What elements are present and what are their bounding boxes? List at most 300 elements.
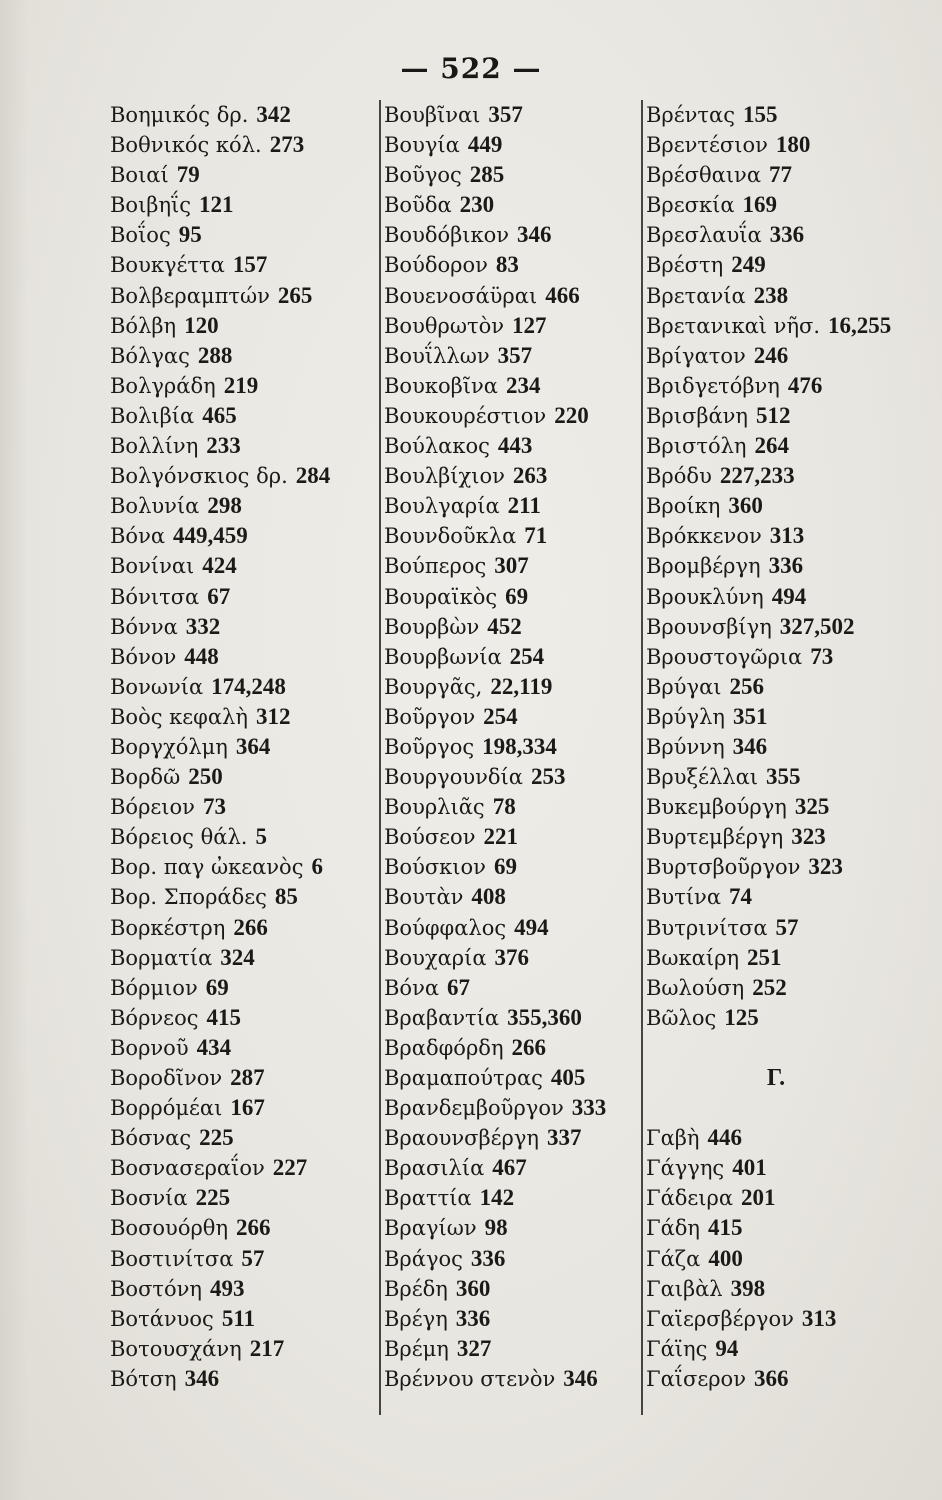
entry-name: Βρουκλύνη (646, 584, 764, 609)
index-entry (646, 822, 906, 852)
entry-name: Βοῦργος (384, 734, 475, 759)
entry-name: Βρίγατον (646, 343, 746, 368)
index-entry (646, 311, 906, 341)
entry-name: Βροίκη (646, 494, 721, 519)
entry-page-number: 449,459 (173, 523, 248, 549)
index-entry (646, 250, 906, 280)
index-entry (384, 1334, 640, 1364)
index-column-2 (384, 100, 640, 1394)
entry-name: Βοτουσχάνη (110, 1336, 242, 1361)
entry-page-number: 6 (311, 854, 323, 880)
index-entry (384, 1093, 640, 1123)
entry-page-number: 217 (249, 1335, 285, 1361)
entry-name: Βουενοσάϋραι (384, 283, 538, 308)
entry-page-number: 211 (507, 493, 541, 519)
entry-page-number: 120 (184, 312, 219, 338)
entry-name: Βρουστογῶρια (646, 644, 803, 669)
entry-name: Βολγράδη (110, 373, 216, 398)
entry-page-number: 167 (230, 1095, 265, 1121)
entry-page-number: 233 (206, 433, 241, 459)
index-entry (110, 1304, 378, 1334)
entry-name: Βουργᾶς, (384, 674, 483, 699)
index-entry (384, 882, 640, 912)
index-entry (110, 642, 378, 672)
index-entry (646, 491, 906, 521)
index-column-3 (646, 100, 906, 1394)
entry-name: Βραουνσβέργη (384, 1126, 539, 1151)
index-column-1 (110, 100, 378, 1394)
entry-page-number: 266 (236, 1215, 271, 1241)
entry-page-number: 415 (707, 1215, 743, 1241)
index-entry (646, 642, 906, 672)
entry-page-number: 83 (495, 252, 519, 278)
index-entry (110, 311, 378, 341)
index-entry (384, 160, 640, 190)
index-entry (646, 521, 906, 551)
entry-name: Βρύγαι (646, 674, 722, 699)
entry-name: Βοσνία (110, 1186, 188, 1211)
entry-page-number: 512 (756, 402, 791, 428)
index-entry (110, 702, 378, 732)
index-entry (646, 702, 906, 732)
entry-page-number: 225 (199, 1125, 234, 1151)
index-entry (384, 1364, 640, 1394)
entry-page-number: 155 (742, 102, 778, 127)
entry-name: Βόρνεος (110, 1005, 199, 1030)
index-entry (384, 250, 640, 280)
index-entry (384, 582, 640, 612)
entry-name: Βούπερος (384, 554, 487, 579)
index-entry (646, 1304, 906, 1334)
entry-name: Βορνοῦ (110, 1035, 189, 1060)
index-entry (646, 762, 906, 792)
column-divider-1 (379, 100, 381, 1415)
index-entry (646, 130, 906, 160)
entry-page-number: 227 (272, 1155, 308, 1181)
index-entry (646, 371, 906, 401)
entry-name: Βούσεον (384, 825, 476, 850)
page-number: — 522 — (400, 52, 542, 85)
entry-page-number: 400 (708, 1245, 743, 1271)
entry-page-number: 284 (295, 463, 331, 489)
entry-page-number: 219 (223, 372, 259, 398)
entry-name: Βόρειος θάλ. (110, 825, 248, 850)
entry-name: Βολιβία (110, 403, 195, 428)
entry-name: Γαΐσερον (646, 1366, 746, 1391)
entry-page-number: 307 (494, 553, 529, 579)
entry-page-number: 337 (546, 1125, 582, 1151)
entry-page-number: 288 (197, 342, 233, 368)
entry-page-number: 98 (484, 1215, 508, 1241)
entry-page-number: 298 (207, 493, 242, 519)
entry-name: Βορρόμέαι (110, 1096, 223, 1121)
entry-name: Βραμαπούτρας (384, 1066, 543, 1090)
entry-name: Βρεσκία (646, 193, 735, 218)
entry-name: Βούσκιον (384, 855, 486, 880)
index-entry (384, 1274, 640, 1304)
index-entry (646, 943, 906, 973)
entry-name: Βρέντας (646, 103, 735, 127)
entry-name: Βρεσλαυΐα (646, 223, 762, 248)
index-entry (384, 130, 640, 160)
entry-name: Βρέγη (384, 1306, 448, 1331)
entry-name: Βουκουρέστιον (384, 403, 547, 428)
entry-name: Βραγίων (384, 1216, 477, 1241)
index-entry (110, 672, 378, 702)
page-gutter-shadow (0, 0, 28, 1500)
index-entry (384, 491, 640, 521)
index-entry (384, 762, 640, 792)
entry-name: Βούλακος (384, 434, 490, 459)
index-entry (646, 732, 906, 762)
entry-page-number: 5 (255, 824, 267, 850)
entry-name: Βουλγαρία (384, 494, 500, 519)
index-entry (384, 311, 640, 341)
entry-page-number: 336 (768, 553, 804, 579)
entry-name: Βυρτεμβέργη (646, 825, 784, 850)
entry-name: Βολγόνσκιος δρ. (110, 464, 288, 489)
index-entry (110, 1153, 378, 1183)
entry-name: Βουνδοῦκλα (384, 524, 517, 549)
entry-name: Βόνον (110, 644, 177, 669)
index-entry (110, 521, 378, 551)
entry-page-number: 71 (524, 523, 548, 549)
entry-name: Βουραϊκὸς (384, 584, 498, 609)
entry-page-number: 254 (509, 643, 545, 669)
entry-name: Βρόδυ (646, 464, 712, 489)
index-entry (110, 341, 378, 371)
entry-name: Βοὸς κεφαλὴ (110, 704, 248, 729)
entry-name: Βουρλιᾶς (384, 795, 485, 820)
entry-name: Γάϊης (646, 1336, 708, 1361)
entry-name: Βορκέστρη (110, 915, 226, 940)
entry-page-number: 57 (241, 1245, 265, 1271)
entry-page-number: 323 (791, 824, 826, 850)
entry-name: Βολλίνη (110, 434, 199, 459)
index-entry (646, 551, 906, 581)
entry-name: Βρέσθαινα (646, 163, 761, 188)
entry-page-number: 312 (255, 703, 291, 729)
entry-page-number: 446 (707, 1125, 742, 1151)
index-entry (110, 612, 378, 642)
entry-page-number: 401 (732, 1155, 767, 1181)
entry-page-number: 142 (479, 1185, 515, 1211)
entry-name: Βολβεραμπτών (110, 283, 270, 308)
entry-name: Βυκεμβούργη (646, 795, 787, 820)
index-entry (646, 852, 906, 882)
index-entry (646, 882, 906, 912)
entry-name: Βουτὰν (384, 885, 464, 910)
entry-name: Βοργχόλμη (110, 734, 228, 759)
entry-page-number: 494 (771, 583, 807, 609)
entry-page-number: 285 (469, 162, 505, 188)
entry-name: Βορ. παγ ὠκεανὸς (110, 855, 304, 880)
entry-page-number: 336 (455, 1305, 491, 1331)
entry-name: Βρετανία (646, 283, 746, 308)
entry-page-number: 511 (221, 1305, 256, 1331)
index-entry (646, 973, 906, 1003)
index-entry (646, 341, 906, 371)
entry-page-number: 180 (775, 132, 811, 158)
entry-page-number: 346 (517, 222, 552, 248)
index-entry (384, 973, 640, 1003)
entry-name: Γάζα (646, 1246, 701, 1271)
index-entry (384, 220, 640, 250)
index-entry (646, 461, 906, 491)
entry-page-number: 332 (185, 613, 221, 639)
entry-page-number: 449 (467, 132, 503, 158)
entry-name: Βραβαντία (384, 1005, 500, 1030)
index-entry (384, 732, 640, 762)
index-entry (384, 190, 640, 220)
entry-name: Βορματία (110, 945, 213, 970)
entry-name: Βρισβάνη (646, 403, 749, 428)
entry-page-number: 466 (545, 282, 580, 308)
entry-name: Βόλγας (110, 343, 190, 368)
entry-page-number: 254 (483, 703, 518, 729)
entry-name: Βουΐλλων (384, 343, 490, 368)
entry-page-number: 287 (230, 1065, 265, 1090)
entry-name: Βωκαίρη (646, 945, 740, 970)
entry-name: Βοσουόρθη (110, 1216, 229, 1241)
entry-page-number: 467 (492, 1155, 527, 1181)
entry-page-number: 434 (196, 1034, 232, 1060)
entry-page-number: 325 (794, 794, 830, 820)
entry-name: Βραττία (384, 1186, 472, 1211)
index-entry (384, 341, 640, 371)
index-entry (110, 491, 378, 521)
index-entry (110, 792, 378, 822)
index-entry (384, 1183, 640, 1213)
entry-page-number: 452 (487, 613, 522, 639)
index-entry (110, 822, 378, 852)
entry-page-number: 366 (753, 1365, 789, 1391)
index-entry (110, 100, 378, 130)
entry-name: Βολυνία (110, 494, 200, 519)
entry-page-number: 121 (199, 192, 234, 218)
entry-name: Βοιβηΐς (110, 193, 192, 218)
entry-name: Γαϊερσβέργον (646, 1306, 794, 1331)
index-entry (110, 190, 378, 220)
entry-name: Βόνα (110, 524, 166, 549)
entry-name: Βοῦγος (384, 163, 462, 188)
entry-page-number: 465 (202, 402, 237, 428)
index-entry (646, 1153, 906, 1183)
index-entry (110, 1364, 378, 1394)
entry-name: Βυρτσβοῦργον (646, 855, 801, 880)
entry-page-number: 125 (724, 1004, 759, 1030)
entry-name: Βουθρωτὸν (384, 313, 504, 338)
entry-page-number: 221 (483, 824, 518, 850)
entry-name: Βράγος (384, 1246, 463, 1271)
entry-name: Βραδφόρδη (384, 1035, 504, 1060)
index-entry (384, 431, 640, 461)
entry-name: Βόλβη (110, 313, 177, 338)
index-entry (384, 943, 640, 973)
entry-page-number: 67 (447, 974, 471, 1000)
entry-name: Βουρβὼν (384, 614, 480, 639)
entry-name: Βόρειον (110, 795, 195, 820)
entry-page-number: 252 (752, 974, 787, 1000)
entry-name: Βορ. Σποράδες (110, 885, 267, 910)
index-entry (384, 1033, 640, 1063)
index-entry (110, 762, 378, 792)
entry-name: Βότση (110, 1366, 177, 1391)
index-entry (646, 160, 906, 190)
entry-page-number: 169 (742, 192, 778, 218)
entry-page-number: 57 (775, 914, 799, 940)
index-entry (646, 190, 906, 220)
index-entry (384, 792, 640, 822)
section-spacer (646, 1033, 906, 1063)
entry-name: Βουκγέττα (110, 253, 225, 278)
entry-page-number: 346 (732, 733, 768, 759)
index-entry (646, 1244, 906, 1274)
entry-page-number: 95 (178, 222, 202, 248)
entry-page-number: 443 (497, 433, 533, 459)
index-entry (384, 1213, 640, 1243)
index-entry (384, 612, 640, 642)
entry-name: Γαβὴ (646, 1126, 700, 1151)
entry-name: Βρέννου στενὸν (384, 1366, 556, 1391)
entry-name: Βριστόλη (646, 434, 747, 459)
entry-name: Βρετανικαὶ νῆσ. (646, 313, 821, 338)
entry-page-number: 265 (277, 282, 313, 308)
entry-page-number: 355 (766, 764, 801, 790)
entry-page-number: 94 (715, 1335, 739, 1361)
index-entry (384, 1153, 640, 1183)
entry-page-number: 85 (274, 884, 298, 910)
entry-name: Βῶλος (646, 1005, 717, 1030)
entry-name: Βρασιλία (384, 1156, 485, 1181)
entry-page-number: 357 (488, 102, 523, 127)
entry-name: Βορδῶ (110, 765, 181, 790)
index-entry (646, 281, 906, 311)
index-entry (646, 672, 906, 702)
index-entry (646, 792, 906, 822)
index-entry (384, 702, 640, 732)
entry-name: Βρυξέλλαι (646, 765, 759, 790)
index-entry (110, 943, 378, 973)
index-entry (110, 551, 378, 581)
entry-page-number: 346 (563, 1365, 598, 1391)
entry-name: Βοΐος (110, 223, 171, 248)
entry-page-number: 493 (210, 1275, 245, 1301)
entry-name: Βουγία (384, 133, 460, 158)
index-entry (110, 461, 378, 491)
index-entry (110, 852, 378, 882)
entry-page-number: 364 (235, 733, 271, 759)
entry-page-number: 336 (769, 222, 805, 248)
index-entry (384, 672, 640, 702)
index-entry (110, 1274, 378, 1304)
index-entry (110, 130, 378, 160)
entry-name: Βυτίνα (646, 885, 721, 910)
entry-page-number: 127 (511, 312, 547, 338)
entry-page-number: 351 (733, 703, 768, 729)
entry-name: Βόρμιον (110, 975, 198, 1000)
entry-page-number: 256 (729, 673, 765, 699)
index-entry (384, 913, 640, 943)
index-entry (384, 521, 640, 551)
entry-name: Βρύννη (646, 734, 725, 759)
entry-page-number: 476 (787, 372, 823, 398)
entry-page-number: 494 (514, 914, 549, 940)
index-entry (384, 1003, 640, 1033)
column-divider-2 (641, 100, 643, 1415)
entry-name: Βοιαί (110, 163, 169, 188)
index-entry (646, 1334, 906, 1364)
entry-name: Βουβῖναι (384, 103, 481, 127)
entry-name: Βούφφαλος (384, 915, 507, 940)
index-entry (110, 250, 378, 280)
index-entry (384, 1244, 640, 1274)
index-entry (110, 1244, 378, 1274)
index-entry (646, 100, 906, 130)
index-entry (110, 401, 378, 431)
section-heading: Γ. (766, 1065, 786, 1091)
entry-name: Βούδορον (384, 253, 488, 278)
entry-name: Βριδγετόβνη (646, 373, 780, 398)
entry-page-number: 376 (494, 944, 530, 970)
entry-name: Βρουνσβίγη (646, 614, 772, 639)
entry-page-number: 323 (808, 854, 843, 880)
entry-page-number: 333 (571, 1095, 607, 1121)
index-entry (646, 913, 906, 943)
entry-page-number: 415 (206, 1004, 241, 1030)
entry-page-number: 360 (728, 493, 763, 519)
entry-page-number: 405 (550, 1065, 586, 1090)
entry-name: Βουρβωνία (384, 644, 502, 669)
index-entry (384, 551, 640, 581)
index-entry (110, 1123, 378, 1153)
entry-page-number: 74 (729, 884, 752, 910)
entry-page-number: 249 (731, 252, 766, 278)
entry-name: Βοῦργον (384, 704, 476, 729)
entry-page-number: 73 (810, 643, 834, 669)
entry-page-number: 225 (195, 1185, 231, 1211)
entry-page-number: 360 (455, 1275, 491, 1301)
entry-page-number: 253 (530, 764, 566, 790)
entry-page-number: 79 (176, 162, 200, 188)
entry-name: Βωλούση (646, 975, 745, 1000)
index-entry (646, 582, 906, 612)
entry-name: Γάγγης (646, 1156, 725, 1181)
index-entry (646, 1274, 906, 1304)
entry-page-number: 246 (753, 342, 789, 368)
index-entry (110, 913, 378, 943)
index-entry (110, 281, 378, 311)
index-entry (110, 431, 378, 461)
entry-page-number: 201 (741, 1185, 776, 1211)
entry-name: Βονίναι (110, 554, 195, 579)
entry-name: Βουκοβῖνα (384, 373, 498, 398)
index-entry (646, 401, 906, 431)
index-entry (384, 642, 640, 672)
entry-name: Βοσνασεραΐον (110, 1156, 265, 1181)
entry-page-number: 336 (470, 1245, 506, 1271)
entry-page-number: 251 (747, 944, 782, 970)
entry-name: Βρέδη (384, 1276, 448, 1301)
index-entry (384, 1123, 640, 1153)
entry-page-number: 69 (505, 583, 529, 609)
entry-page-number: 424 (202, 553, 237, 579)
entry-page-number: 327,502 (779, 613, 855, 639)
entry-page-number: 355,360 (507, 1004, 582, 1030)
entry-page-number: 67 (207, 583, 231, 609)
index-entry (646, 220, 906, 250)
entry-page-number: 346 (184, 1365, 220, 1391)
